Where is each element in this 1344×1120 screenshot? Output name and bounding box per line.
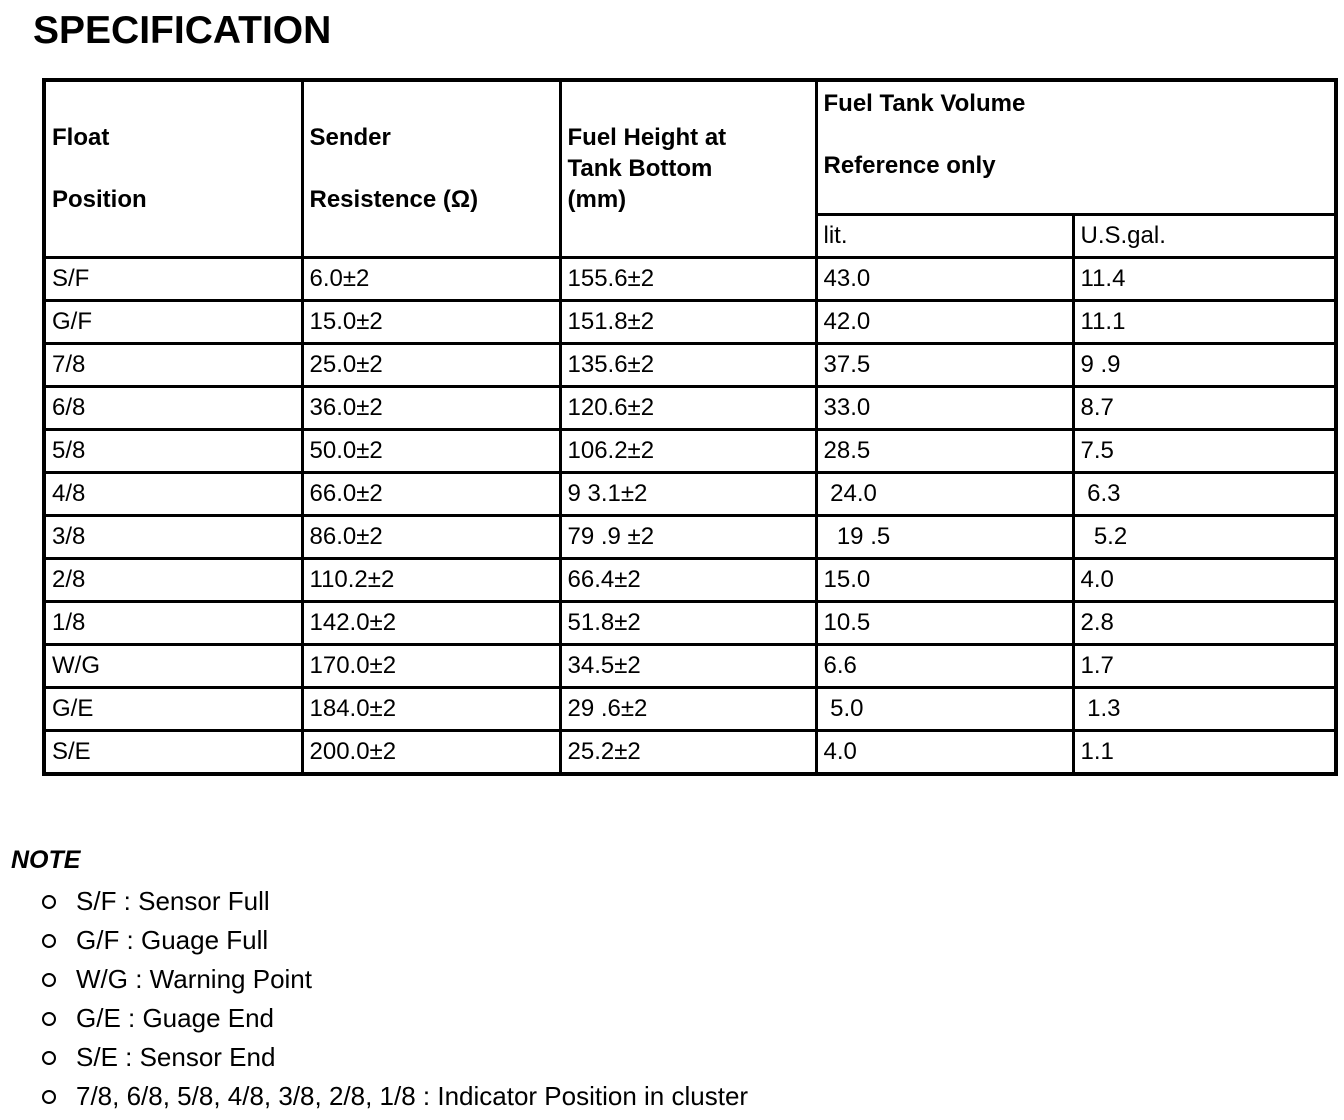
cell-volume-gal: 4.0 — [1073, 558, 1336, 601]
note-item — [40, 921, 748, 960]
header-unit-gal: U.S.gal. — [1073, 214, 1336, 257]
cell-float-position: 7/8 — [44, 343, 302, 386]
cell-fuel-height: 155.6±2 — [560, 257, 816, 300]
note-item-text: S/E : Sensor End — [76, 1042, 276, 1072]
cell-sender-resistance: 170.0±2 — [302, 644, 560, 687]
cell-fuel-height: 79 .9 ±2 — [560, 515, 816, 558]
cell-volume-gal: 7.5 — [1073, 429, 1336, 472]
bullet-circle-icon — [42, 1090, 56, 1104]
note-title: NOTE — [11, 846, 81, 874]
cell-fuel-height: 9 3.1±2 — [560, 472, 816, 515]
table-row — [44, 300, 1336, 343]
header-fuel-tank-volume — [816, 80, 1336, 214]
cell-volume-gal: 6.3 — [1073, 472, 1336, 515]
header-float-position — [44, 80, 302, 257]
cell-volume-gal: 8.7 — [1073, 386, 1336, 429]
cell-volume-lit: 5.0 — [816, 687, 1073, 730]
cell-volume-lit: 24.0 — [816, 472, 1073, 515]
note-item — [40, 960, 748, 999]
note-list — [40, 882, 748, 1116]
cell-float-position: 6/8 — [44, 386, 302, 429]
cell-volume-lit: 10.5 — [816, 601, 1073, 644]
cell-volume-gal: 1.1 — [1073, 730, 1336, 774]
cell-sender-resistance: 200.0±2 — [302, 730, 560, 774]
cell-float-position: 5/8 — [44, 429, 302, 472]
note-item-text: G/F : Guage Full — [76, 925, 269, 955]
header-height-line2: Tank Bottom — [567, 155, 713, 183]
specification-table — [42, 78, 1338, 776]
cell-volume-lit: 28.5 — [816, 429, 1073, 472]
cell-volume-gal: 1.7 — [1073, 644, 1336, 687]
cell-fuel-height: 120.6±2 — [560, 386, 816, 429]
note-item-text: S/F : Sensor Full — [76, 886, 270, 916]
table-row — [44, 429, 1336, 472]
cell-volume-gal: 11.1 — [1073, 300, 1336, 343]
bullet-circle-icon — [42, 895, 56, 909]
table-row — [44, 644, 1336, 687]
header-volume-line1: Fuel Tank Volume — [823, 90, 1026, 117]
cell-fuel-height: 106.2±2 — [560, 429, 816, 472]
header-unit-lit: lit. — [816, 214, 1073, 257]
table-row — [44, 601, 1336, 644]
table-row — [44, 257, 1336, 300]
cell-sender-resistance: 25.0±2 — [302, 343, 560, 386]
header-height-line3: (mm) — [567, 186, 627, 214]
note-item — [40, 999, 748, 1038]
table-row — [44, 687, 1336, 730]
cell-fuel-height: 34.5±2 — [560, 644, 816, 687]
cell-float-position: 1/8 — [44, 601, 302, 644]
table-row — [44, 472, 1336, 515]
cell-sender-resistance: 142.0±2 — [302, 601, 560, 644]
note-item-text: 7/8, 6/8, 5/8, 4/8, 3/8, 2/8, 1/8 : Indicator Position in cluster — [76, 1081, 749, 1111]
header-float-line1: Float — [52, 123, 110, 151]
cell-sender-resistance: 86.0±2 — [302, 515, 560, 558]
cell-sender-resistance: 184.0±2 — [302, 687, 560, 730]
header-height-line1: Fuel Height at — [567, 124, 727, 152]
header-volume-line2: Reference only — [823, 152, 996, 179]
cell-volume-lit: 6.6 — [816, 644, 1073, 687]
cell-volume-lit: 4.0 — [816, 730, 1073, 774]
note-item — [40, 882, 748, 921]
cell-volume-gal: 2.8 — [1073, 601, 1336, 644]
cell-sender-resistance: 110.2±2 — [302, 558, 560, 601]
table-row — [44, 558, 1336, 601]
note-item-text: G/E : Guage End — [76, 1003, 275, 1033]
cell-volume-lit: 42.0 — [816, 300, 1073, 343]
note-item — [40, 1038, 748, 1077]
cell-fuel-height: 151.8±2 — [560, 300, 816, 343]
table-row — [44, 730, 1336, 774]
header-sender-line2: Resistence (Ω) — [309, 185, 479, 213]
bullet-circle-icon — [42, 934, 56, 948]
note-item-text: W/G : Warning Point — [76, 964, 312, 994]
note-item — [40, 1077, 748, 1116]
cell-float-position: W/G — [44, 644, 302, 687]
cell-float-position: 3/8 — [44, 515, 302, 558]
cell-fuel-height: 29 .6±2 — [560, 687, 816, 730]
cell-float-position: S/E — [44, 730, 302, 774]
cell-volume-lit: 37.5 — [816, 343, 1073, 386]
cell-float-position: S/F — [44, 257, 302, 300]
header-sender-resistance — [302, 80, 560, 257]
cell-volume-lit: 33.0 — [816, 386, 1073, 429]
cell-fuel-height: 25.2±2 — [560, 730, 816, 774]
cell-volume-lit: 15.0 — [816, 558, 1073, 601]
cell-volume-lit: 43.0 — [816, 257, 1073, 300]
table-body — [44, 257, 1336, 774]
cell-sender-resistance: 6.0±2 — [302, 257, 560, 300]
cell-volume-gal: 11.4 — [1073, 257, 1336, 300]
cell-volume-gal: 1.3 — [1073, 687, 1336, 730]
cell-sender-resistance: 66.0±2 — [302, 472, 560, 515]
bullet-circle-icon — [42, 1051, 56, 1065]
cell-fuel-height: 66.4±2 — [560, 558, 816, 601]
bullet-circle-icon — [42, 1012, 56, 1026]
cell-sender-resistance: 50.0±2 — [302, 429, 560, 472]
header-fuel-height — [560, 80, 816, 257]
cell-fuel-height: 135.6±2 — [560, 343, 816, 386]
table-row — [44, 515, 1336, 558]
cell-volume-lit: 19 .5 — [816, 515, 1073, 558]
table-row — [44, 386, 1336, 429]
table-row — [44, 343, 1336, 386]
header-sender-line1: Sender — [309, 123, 391, 151]
cell-float-position: 4/8 — [44, 472, 302, 515]
cell-sender-resistance: 36.0±2 — [302, 386, 560, 429]
page-title: SPECIFICATION — [33, 9, 332, 52]
cell-volume-gal: 5.2 — [1073, 515, 1336, 558]
cell-sender-resistance: 15.0±2 — [302, 300, 560, 343]
cell-volume-gal: 9 .9 — [1073, 343, 1336, 386]
bullet-circle-icon — [42, 973, 56, 987]
cell-float-position: 2/8 — [44, 558, 302, 601]
cell-fuel-height: 51.8±2 — [560, 601, 816, 644]
cell-float-position: G/F — [44, 300, 302, 343]
cell-float-position: G/E — [44, 687, 302, 730]
header-float-line2: Position — [52, 185, 147, 213]
